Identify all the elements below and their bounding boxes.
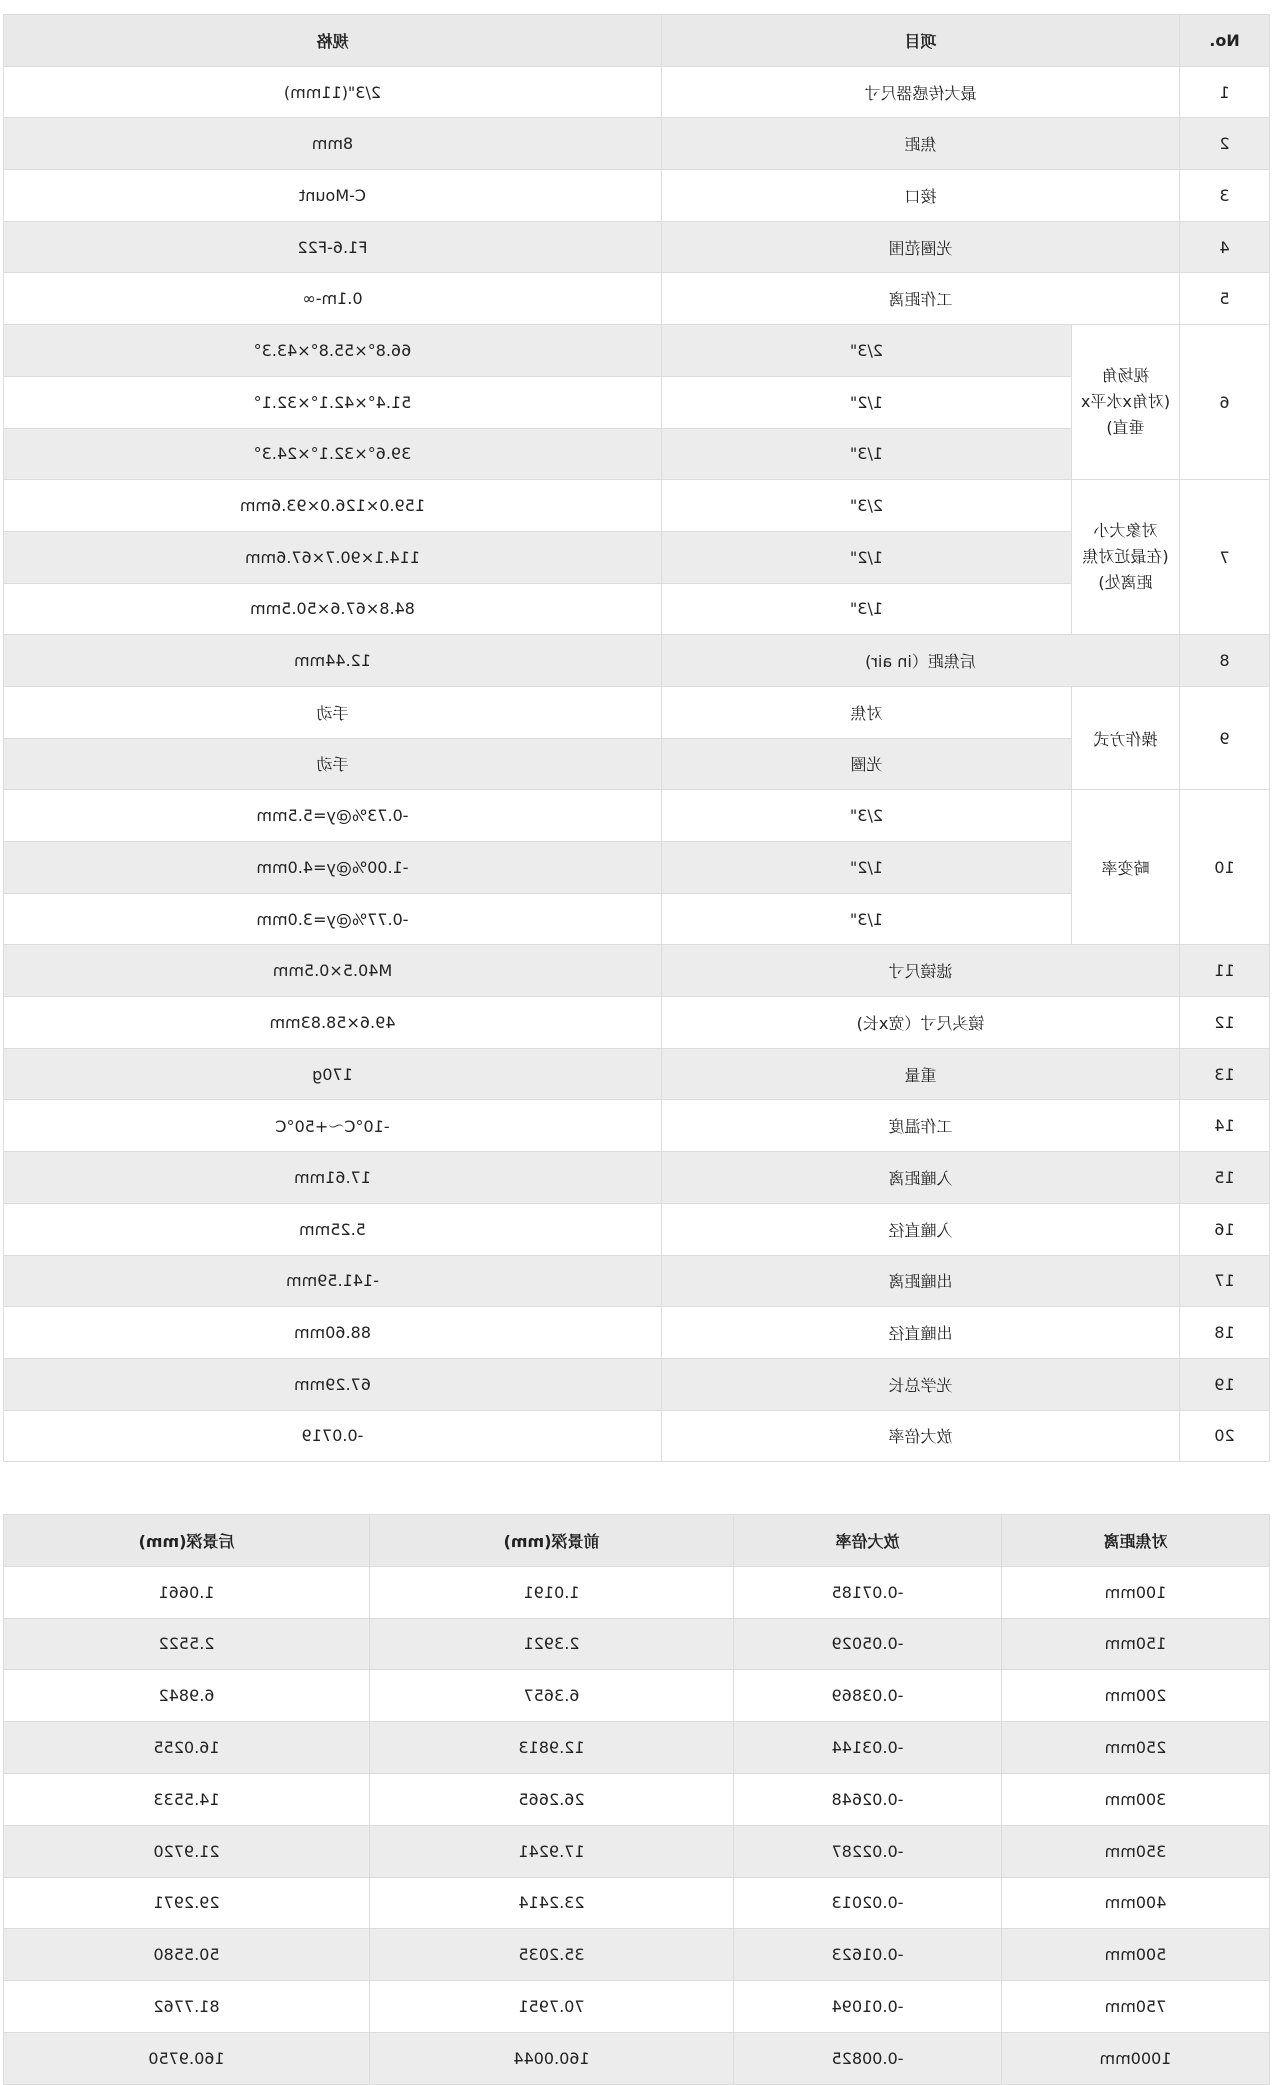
row-spec: 5.25mm xyxy=(3,1203,661,1255)
row-item-fov xyxy=(1072,325,1180,480)
row-no: 12 xyxy=(1180,997,1270,1049)
cell-front-dof: 12.9813 xyxy=(370,1722,734,1774)
cell-rear-dof: 29.2971 xyxy=(4,1877,370,1929)
row-item: 镜头尺寸（宽x长) xyxy=(661,997,1179,1049)
cell-magnification: -0.01623 xyxy=(734,1929,1002,1981)
cell-distance: 300mm xyxy=(1002,1773,1270,1825)
row-spec: 67.29mm xyxy=(3,1358,661,1410)
row-no: 6 xyxy=(1180,325,1270,480)
table-row xyxy=(3,1410,1269,1462)
row-spec: 84.8×67.6×50.5mm xyxy=(3,583,661,635)
row-spec: 49.6×58.83mm xyxy=(3,997,661,1049)
row-spec: 170g xyxy=(3,1048,661,1100)
row-item: 最大传感器尺寸 xyxy=(661,66,1179,118)
cell-front-dof: 2.3921 xyxy=(370,1618,734,1670)
cell-magnification: -0.02013 xyxy=(734,1877,1002,1929)
row-spec: 手动 xyxy=(3,686,661,738)
row-spec: 88.60mm xyxy=(3,1307,661,1359)
cell-front-dof: 6.3657 xyxy=(370,1670,734,1722)
row-spec: 66.8°×55.8°×43.3° xyxy=(3,325,661,377)
row-item: 出瞳直径 xyxy=(661,1307,1179,1359)
row-item: 光学总长 xyxy=(661,1358,1179,1410)
table-row xyxy=(3,325,1269,377)
row-item: 焦距 xyxy=(661,118,1179,170)
row-no: 5 xyxy=(1180,273,1270,325)
header-no: No. xyxy=(1180,15,1270,67)
table-row xyxy=(3,1307,1269,1359)
table-row xyxy=(3,1152,1269,1204)
table-row xyxy=(3,1100,1269,1152)
table-row xyxy=(4,1929,1270,1981)
row-sensor: 1/2" xyxy=(661,531,1071,583)
row-item-object-size xyxy=(1072,480,1180,635)
table-row xyxy=(4,2032,1270,2084)
cell-rear-dof: 81.7762 xyxy=(4,1981,370,2033)
lens-specs-table xyxy=(3,14,1270,1462)
row-item-line2: (对角x水平x垂直) xyxy=(1080,392,1171,438)
cell-front-dof: 1.0191 xyxy=(370,1566,734,1618)
cell-distance: 100mm xyxy=(1002,1566,1270,1618)
row-item: 重量 xyxy=(661,1048,1179,1100)
cell-rear-dof: 160.9750 xyxy=(4,2032,370,2084)
row-mode: 光圈 xyxy=(661,738,1071,790)
row-no: 15 xyxy=(1180,1152,1270,1204)
cell-magnification: -0.00825 xyxy=(734,2032,1002,2084)
table-row xyxy=(4,1618,1270,1670)
cell-magnification: -0.03144 xyxy=(734,1722,1002,1774)
cell-magnification: -0.05029 xyxy=(734,1618,1002,1670)
row-spec: 12.44mm xyxy=(3,635,661,687)
row-spec: C-Mount xyxy=(3,170,661,222)
row-spec: 2/3"(11mm) xyxy=(3,66,661,118)
cell-distance: 150mm xyxy=(1002,1618,1270,1670)
table-row xyxy=(4,1670,1270,1722)
row-item-line1: 视场角 xyxy=(1101,366,1150,386)
depth-of-field-table xyxy=(3,1514,1270,2085)
table-row xyxy=(3,1255,1269,1307)
cell-rear-dof: 21.9720 xyxy=(4,1825,370,1877)
row-no: 19 xyxy=(1180,1358,1270,1410)
cell-distance: 500mm xyxy=(1002,1929,1270,1981)
table-row xyxy=(3,1203,1269,1255)
row-item: 入瞳直径 xyxy=(661,1203,1179,1255)
cell-magnification: -0.03869 xyxy=(734,1670,1002,1722)
cell-rear-dof: 50.5580 xyxy=(4,1929,370,1981)
cell-rear-dof: 14.5533 xyxy=(4,1773,370,1825)
row-no: 8 xyxy=(1180,635,1270,687)
table-row xyxy=(3,480,1269,532)
row-spec: 114.1×90.7×67.6mm xyxy=(3,531,661,583)
row-spec: 159.0×126.0×93.6mm xyxy=(3,480,661,532)
row-spec: 51.4°×42.1°×32.1° xyxy=(3,376,661,428)
cell-front-dof: 70.7951 xyxy=(370,1981,734,2033)
row-no: 10 xyxy=(1180,790,1270,945)
cell-rear-dof: 1.0661 xyxy=(4,1566,370,1618)
header-magnification: 放大倍率 xyxy=(734,1515,1002,1567)
cell-distance: 350mm xyxy=(1002,1825,1270,1877)
cell-distance: 750mm xyxy=(1002,1981,1270,2033)
cell-magnification: -0.02648 xyxy=(734,1773,1002,1825)
table-row xyxy=(4,1877,1270,1929)
row-spec: M40.5×0.5mm xyxy=(3,945,661,997)
cell-rear-dof: 6.9842 xyxy=(4,1670,370,1722)
table-row xyxy=(4,1566,1270,1618)
row-item-line2: (在最近对焦距离处) xyxy=(1082,547,1169,593)
row-sensor: 1/3" xyxy=(661,583,1071,635)
row-spec: -0.0719 xyxy=(3,1410,661,1462)
table-row xyxy=(3,1358,1269,1410)
cell-front-dof: 17.9241 xyxy=(370,1825,734,1877)
row-no: 16 xyxy=(1180,1203,1270,1255)
table-row xyxy=(3,686,1269,738)
table-header-row xyxy=(3,15,1269,67)
header-rear-dof: 后景深(mm) xyxy=(4,1515,370,1567)
table-row xyxy=(3,66,1269,118)
row-spec: -1.00%@y=4.0mm xyxy=(3,842,661,894)
row-spec: 手动 xyxy=(3,738,661,790)
row-sensor: 1/2" xyxy=(661,842,1071,894)
row-item: 后焦距（in air) xyxy=(661,635,1179,687)
row-spec: -141.59mm xyxy=(3,1255,661,1307)
row-item: 入瞳距离 xyxy=(661,1152,1179,1204)
row-no: 1 xyxy=(1180,66,1270,118)
row-spec: 8mm xyxy=(3,118,661,170)
row-no: 3 xyxy=(1180,170,1270,222)
row-item: 操作方式 xyxy=(1072,686,1180,789)
row-sensor: 2/3" xyxy=(661,325,1071,377)
cell-rear-dof: 2.5522 xyxy=(4,1618,370,1670)
header-spec: 规格 xyxy=(3,15,661,67)
row-item: 滤镜尺寸 xyxy=(661,945,1179,997)
table-row xyxy=(3,118,1269,170)
row-no: 4 xyxy=(1180,221,1270,273)
row-sensor: 2/3" xyxy=(661,480,1071,532)
table-row xyxy=(4,1773,1270,1825)
row-no: 13 xyxy=(1180,1048,1270,1100)
table-row xyxy=(3,170,1269,222)
row-no: 17 xyxy=(1180,1255,1270,1307)
row-mode: 对焦 xyxy=(661,686,1071,738)
header-focus-distance: 对焦距离 xyxy=(1002,1515,1270,1567)
table-row xyxy=(4,1825,1270,1877)
row-item: 接口 xyxy=(661,170,1179,222)
row-no: 14 xyxy=(1180,1100,1270,1152)
row-no: 18 xyxy=(1180,1307,1270,1359)
cell-distance: 1000mm xyxy=(1002,2032,1270,2084)
header-item: 项目 xyxy=(661,15,1179,67)
row-no: 11 xyxy=(1180,945,1270,997)
row-spec: F1.6-F22 xyxy=(3,221,661,273)
table-row xyxy=(3,790,1269,842)
table-row xyxy=(4,1981,1270,2033)
header-front-dof: 前景深(mm) xyxy=(370,1515,734,1567)
row-spec: -0.73%@y=5.5mm xyxy=(3,790,661,842)
row-no: 20 xyxy=(1180,1410,1270,1462)
row-no: 2 xyxy=(1180,118,1270,170)
table-row xyxy=(3,221,1269,273)
row-sensor: 2/3" xyxy=(661,790,1071,842)
table-row xyxy=(4,1722,1270,1774)
cell-distance: 200mm xyxy=(1002,1670,1270,1722)
row-item: 工作距离 xyxy=(661,273,1179,325)
row-sensor: 1/3" xyxy=(661,428,1071,480)
cell-front-dof: 26.2665 xyxy=(370,1773,734,1825)
table-row xyxy=(3,997,1269,1049)
row-no: 9 xyxy=(1180,686,1270,789)
row-no: 7 xyxy=(1180,480,1270,635)
row-spec: 0.1m-∞ xyxy=(3,273,661,325)
table-row xyxy=(3,945,1269,997)
table-header-row xyxy=(4,1515,1270,1567)
row-sensor: 1/3" xyxy=(661,893,1071,945)
row-spec: 17.61mm xyxy=(3,1152,661,1204)
row-spec: -0.77%@y=3.0mm xyxy=(3,893,661,945)
table-row xyxy=(3,635,1269,687)
table-row xyxy=(3,273,1269,325)
row-item-line1: 对象大小 xyxy=(1093,521,1158,541)
row-item: 出瞳距离 xyxy=(661,1255,1179,1307)
cell-magnification: -0.02287 xyxy=(734,1825,1002,1877)
row-item: 放大倍率 xyxy=(661,1410,1179,1462)
row-item: 光圈范围 xyxy=(661,221,1179,273)
cell-front-dof: 160.0044 xyxy=(370,2032,734,2084)
cell-front-dof: 35.2035 xyxy=(370,1929,734,1981)
row-sensor: 1/2" xyxy=(661,376,1071,428)
table-row xyxy=(3,1048,1269,1100)
row-item: 工作温度 xyxy=(661,1100,1179,1152)
cell-rear-dof: 16.0255 xyxy=(4,1722,370,1774)
cell-front-dof: 23.2414 xyxy=(370,1877,734,1929)
cell-distance: 250mm xyxy=(1002,1722,1270,1774)
cell-magnification: -0.01094 xyxy=(734,1981,1002,2033)
cell-distance: 400mm xyxy=(1002,1877,1270,1929)
row-item: 畸变率 xyxy=(1072,790,1180,945)
cell-magnification: -0.07185 xyxy=(734,1566,1002,1618)
row-spec: -10°C～+50°C xyxy=(3,1100,661,1152)
row-spec: 39.6°×32.1°×24.3° xyxy=(3,428,661,480)
